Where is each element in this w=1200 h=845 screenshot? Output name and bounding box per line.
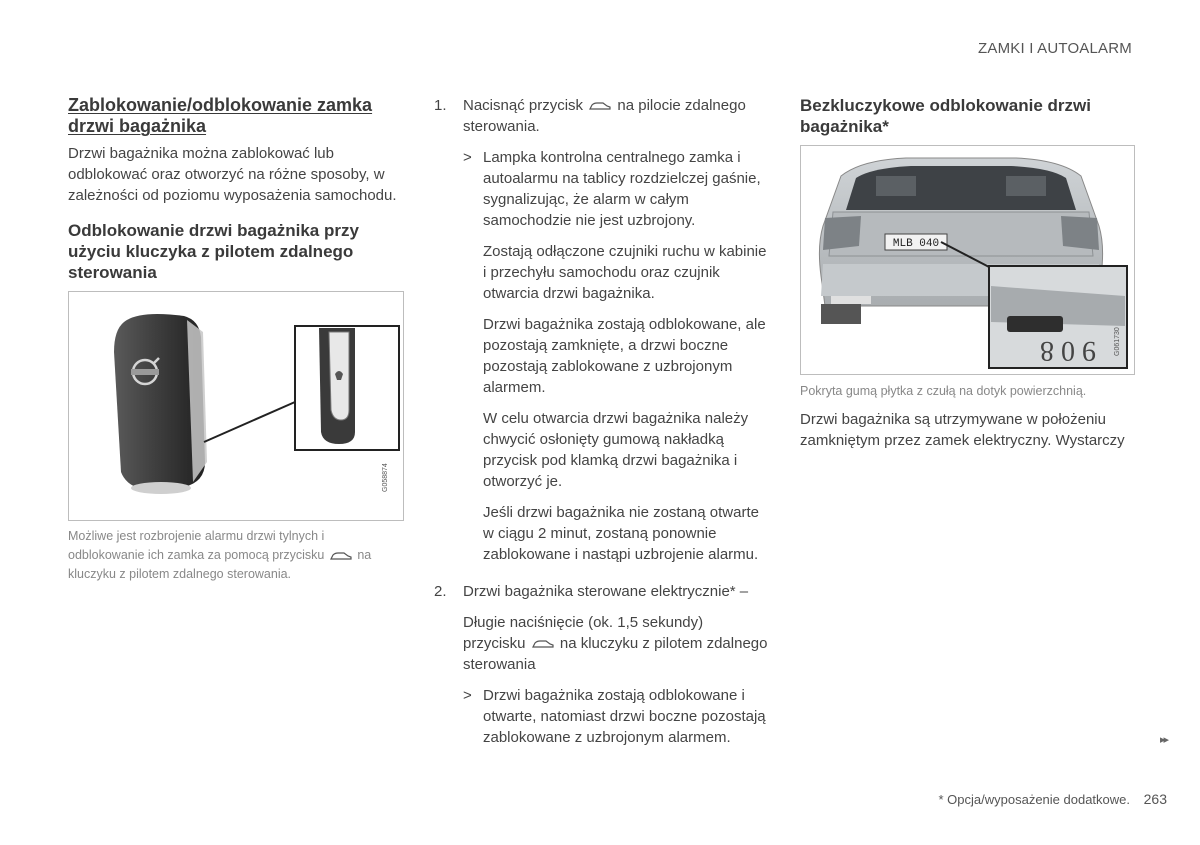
result-marker: > [463, 687, 472, 704]
step-1-paragraph-3: W celu otwarcia drzwi bagażnika należy chwycić osłonięty gumową nakładką przycisk pod klamką drzwi bagażnika i otworzyć je. [483, 410, 749, 490]
license-plate: MLB 040 [892, 238, 940, 250]
section-title: Zablokowanie/odblokowanie zamka drzwi bagażnika [68, 95, 373, 136]
key-fob-illustration [69, 292, 403, 520]
footer-note: * Opcja/wyposażenie dodatkowe. [938, 792, 1131, 807]
section-header: ZAMKI I AUTOALARM [978, 40, 1132, 57]
steps-list [434, 95, 769, 748]
step-1-paragraph-4: Jeśli drzwi bagażnika nie zostaną otwarte w ciągu 2 minut, zostaną ponownie zablokowane i nastąpi uzbrojenie alarmu. [483, 504, 759, 563]
car-rear-figure [800, 145, 1135, 375]
step-1 [434, 95, 769, 565]
tailgate-button-icon [589, 101, 611, 111]
page-footer [939, 791, 1168, 807]
result-marker: > [463, 149, 472, 166]
keyless-title-text: Bezkluczykowe odblokowanie drzwi bagażnika [800, 96, 1091, 136]
intro-paragraph: Drzwi bagażnika można zablokować lub odblokować oraz otworzyć na różne sposoby, w zależności od poziomu wyposażenia samochodu. [68, 145, 397, 204]
step-2-subparagraph [463, 612, 769, 675]
step-2-number: 2. [434, 583, 447, 600]
optional-star: * [882, 117, 889, 136]
step-1-number: 1. [434, 97, 447, 114]
keyless-section-title [800, 95, 1135, 137]
inset-plate-fragment: 9 0 8 [1040, 335, 1096, 366]
step-1-paragraph-2: Drzwi bagażnika zostają odblokowane, ale pozostają zamknięte, a drzwi boczne pozostają zablokowane z uzbrojonym alarmem. [483, 316, 766, 396]
step-1-result-text: Lampka kontrolna centralnego zamka i autoalarmu na tablicy rozdzielczej gaśnie, sygnalizując, że alarm w całym samochodzie nie jest uzbrojony. [483, 149, 761, 229]
caption-text-after: na kluczyku z pilotem zdalnego sterowania. [68, 548, 372, 581]
column-right [800, 95, 1135, 451]
figure-code: G061730 [1114, 327, 1121, 356]
figure-caption: Pokryta gumą płytka z czułą na dotyk powierzchnią. [800, 384, 1087, 398]
car-rear-illustration [801, 146, 1135, 374]
figure-code: G058874 [382, 463, 389, 492]
step-2 [434, 581, 769, 748]
step-2-result [463, 685, 769, 748]
page-number: 263 [1143, 791, 1167, 807]
figure-caption [68, 527, 404, 584]
step-1-text-before: Nacisnąć przycisk [463, 97, 584, 114]
body-paragraph: Drzwi bagażnika są utrzymywane w położeniu zamkniętym przez zamek elektryczny. Wystarczy [800, 411, 1125, 449]
column-left [68, 95, 404, 584]
step-2-text: Drzwi bagażnika sterowane elektrycznie* – [463, 583, 749, 600]
tailgate-button-icon [532, 639, 554, 649]
subsection-title: Odblokowanie drzwi bagażnika przy użyciu kluczyka z pilotem zdalnego sterowania [68, 221, 359, 282]
step-2-result-text: Drzwi bagażnika zostają odblokowane i otwarte, natomiast drzwi boczne pozostają zablokowane z uzbrojonym alarmem. [483, 687, 766, 746]
step-2-sub-before: Długie naciśnięcie (ok. 1,5 sekundy) przycisku [463, 614, 704, 652]
step-1-text-after: na pilocie zdalnego sterowania. [463, 97, 746, 135]
key-fob-figure [68, 291, 404, 521]
continued-indicator: ▸▸ [1159, 734, 1167, 746]
column-middle [434, 95, 769, 748]
step-1-paragraph-1: Zostają odłączone czujniki ruchu w kabinie i przechyłu samochodu oraz czujnik otwarcia drzwi bagażnika. [483, 243, 767, 302]
tailgate-button-icon [330, 551, 352, 561]
caption-text-before: Możliwe jest rozbrojenie alarmu drzwi tylnych i odblokowanie ich zamka za pomocą przycisku [68, 529, 325, 562]
step-1-result [463, 147, 769, 565]
step-2-sub-after: na kluczyku z pilotem zdalnego sterowania [463, 635, 768, 673]
